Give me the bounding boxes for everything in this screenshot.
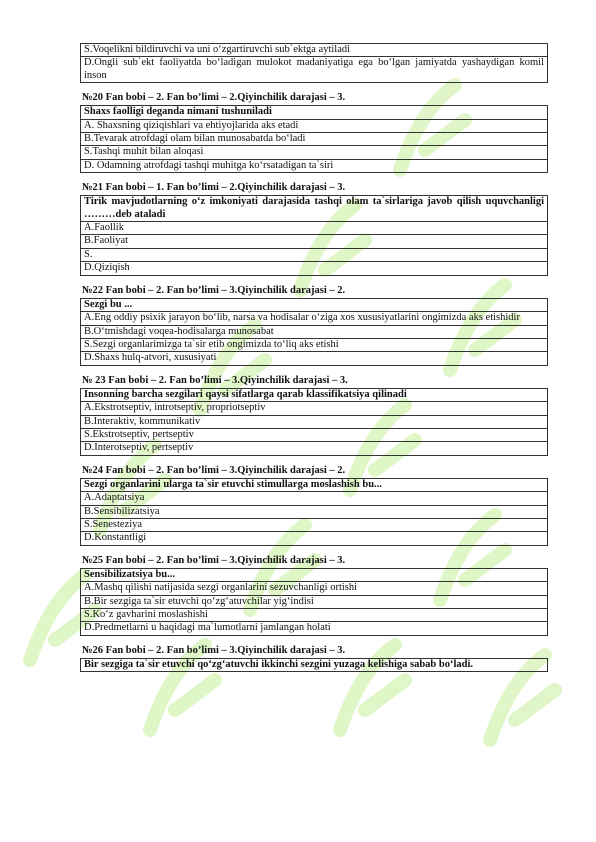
answer-option: S.Ko‘z gavharini moslashishi bbox=[81, 609, 548, 622]
answer-row bbox=[81, 235, 548, 248]
answer-row bbox=[81, 44, 548, 57]
answer-row bbox=[81, 532, 548, 545]
question-row bbox=[81, 298, 548, 311]
answer-option: B.Bir sezgiga ta`sir etuvchi qo‘zg‘atuvchilar yig‘indisi bbox=[81, 595, 548, 608]
answer-option: S.Tashqi muhit bilan aloqasi bbox=[81, 146, 548, 159]
answer-row bbox=[81, 312, 548, 325]
question-text: Tirik mavjudotlarning o‘z imkoniyati darajasida tashqi olam ta`sirlariga javob qilish uquvchanligi ………deb ataladi bbox=[81, 196, 548, 222]
answer-option: D.Interotseptiv, pertseptiv bbox=[81, 442, 548, 455]
answer-option: A. Shaxsning qiziqishlari va ehtiyojlarida aks etadi bbox=[81, 119, 548, 132]
answer-option: D. Odamning atrofdagi tashqi muhitga ko‘rsatadigan ta`siri bbox=[81, 159, 548, 172]
answer-option: A.Faollik bbox=[81, 222, 548, 235]
question-table bbox=[80, 43, 548, 83]
question-heading: №24 Fan bobi – 2. Fan bo’limi – 3.Qiyinchilik darajasi – 2. bbox=[82, 464, 346, 476]
answer-row bbox=[81, 622, 548, 635]
answer-row bbox=[81, 595, 548, 608]
answer-row bbox=[81, 222, 548, 235]
answer-row bbox=[81, 262, 548, 275]
answer-row bbox=[81, 492, 548, 505]
question-table bbox=[80, 298, 548, 366]
question-table bbox=[80, 478, 548, 546]
question-heading: № 23 Fan bobi – 2. Fan bo’limi – 3.Qiyinchilik darajasi – 3. bbox=[82, 374, 348, 386]
answer-option: B.Tevarak atrofdagi olam bilan munosabatda bo‘ladi bbox=[81, 133, 548, 146]
question-heading: №22 Fan bobi – 2. Fan bo’limi – 3.Qiyinchilik darajasi – 2. bbox=[82, 284, 346, 296]
answer-option: A.Mashq qilishi natijasida sezgi organlarini sezuvchanligi ortishi bbox=[81, 582, 548, 595]
answer-row bbox=[81, 146, 548, 159]
answer-row bbox=[81, 325, 548, 338]
question-text: Sezgi bu ... bbox=[81, 298, 548, 311]
answer-row bbox=[81, 248, 548, 261]
answer-row bbox=[81, 415, 548, 428]
answer-row bbox=[81, 609, 548, 622]
answer-option: D.Predmetlarni u haqidagi ma`lumotlarni jamlangan holati bbox=[81, 622, 548, 635]
answer-option: D.Shaxs hulq-atvori, xususiyati bbox=[81, 352, 548, 365]
question-table bbox=[80, 388, 548, 456]
answer-row bbox=[81, 428, 548, 441]
question-heading: №20 Fan bobi – 2. Fan bo’limi – 2.Qiyinchilik darajasi – 3. bbox=[82, 92, 346, 104]
answer-row bbox=[81, 119, 548, 132]
answer-row bbox=[81, 352, 548, 365]
question-table bbox=[80, 568, 548, 636]
test-questions bbox=[80, 43, 548, 672]
answer-option: S. bbox=[81, 248, 548, 261]
answer-option: D.Ongli sub`ekt faoliyatda bo‘ladigan mulokot madaniyatiga ega bo‘lgan jamiyatda yashaydigan komil inson bbox=[81, 57, 548, 83]
question-row bbox=[81, 568, 548, 581]
question-text: Bir sezgiga ta`sir etuvchi qo‘zg‘atuvchi ikkinchi sezgini yuzaga kelishiga sabab bo‘ladi. bbox=[81, 658, 548, 671]
answer-option: B.Sensibilizatsiya bbox=[81, 505, 548, 518]
answer-option: S.Senesteziya bbox=[81, 518, 548, 531]
question-table bbox=[80, 105, 548, 173]
question-row bbox=[81, 658, 548, 671]
question-heading: №26 Fan bobi – 2. Fan bo’limi – 3.Qiyinchilik darajasi – 3. bbox=[82, 644, 346, 656]
answer-option: S.Voqelikni bildiruvchi va uni o‘zgartiruvchi sub`ektga aytiladi bbox=[81, 44, 548, 57]
answer-row bbox=[81, 159, 548, 172]
answer-option: B.Faoliyat bbox=[81, 235, 548, 248]
question-text: Insonning barcha sezgilari qaysi sifatlarga qarab klassifikatsiya qilinadi bbox=[81, 388, 548, 401]
answer-option: D.Konstantligi bbox=[81, 532, 548, 545]
answer-row bbox=[81, 505, 548, 518]
question-text: Shaxs faolligi deganda nimani tushuniladi bbox=[81, 106, 548, 119]
answer-option: B.O‘tmishdagi voqea-hodisalarga munosabat bbox=[81, 325, 548, 338]
question-text: Sezgi organlarini ularga ta`sir etuvchi stimullarga moslashish bu... bbox=[81, 478, 548, 491]
page bbox=[80, 43, 548, 672]
answer-option: D.Qiziqish bbox=[81, 262, 548, 275]
answer-option: A.Eng oddiy psixik jarayon bo‘lib, narsa va hodisalar o‘ziga xos xususiyatlarini ongimizda aks etishidir bbox=[81, 312, 548, 325]
answer-row bbox=[81, 402, 548, 415]
answer-row bbox=[81, 518, 548, 531]
answer-option: A.Adaptatsiya bbox=[81, 492, 548, 505]
answer-row bbox=[81, 133, 548, 146]
question-table bbox=[80, 658, 548, 672]
question-row bbox=[81, 106, 548, 119]
question-table bbox=[80, 195, 548, 275]
question-row bbox=[81, 196, 548, 222]
question-text: Sensibilizatsiya bu... bbox=[81, 568, 548, 581]
answer-row bbox=[81, 582, 548, 595]
question-heading: №25 Fan bobi – 2. Fan bo’limi – 3.Qiyinchilik darajasi – 3. bbox=[82, 554, 346, 566]
question-row bbox=[81, 478, 548, 491]
answer-option: A.Ekstrotseptiv, introtseptiv, propriotseptiv bbox=[81, 402, 548, 415]
question-heading: №21 Fan bobi – 1. Fan bo’limi – 2.Qiyinchilik darajasi – 3. bbox=[82, 182, 346, 194]
answer-row bbox=[81, 442, 548, 455]
answer-option: S.Sezgi organlarimizga ta`sir etib ongimizda to‘liq aks etishi bbox=[81, 338, 548, 351]
answer-option: B.Interaktiv, kommunikativ bbox=[81, 415, 548, 428]
question-row bbox=[81, 388, 548, 401]
answer-row bbox=[81, 57, 548, 83]
answer-option: S.Ekstrotseptiv, pertseptiv bbox=[81, 428, 548, 441]
answer-row bbox=[81, 338, 548, 351]
